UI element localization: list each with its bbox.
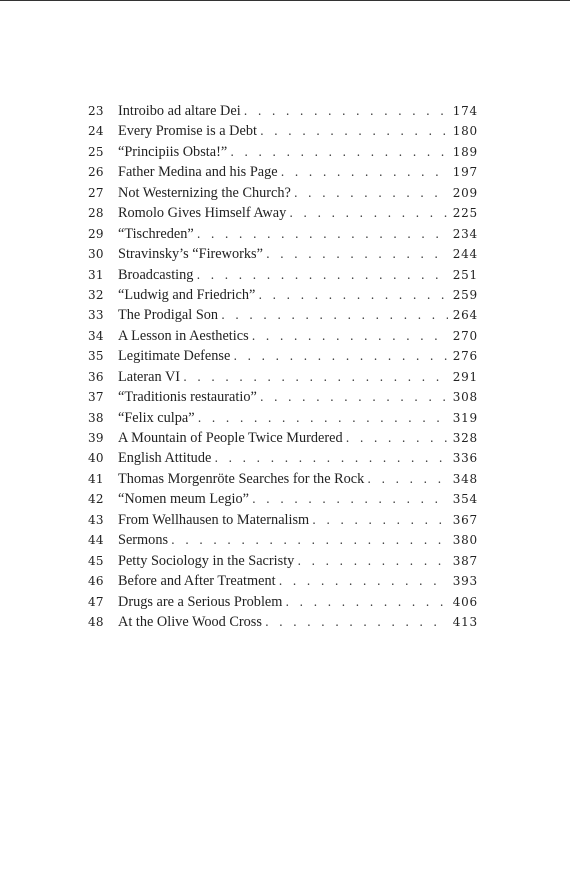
chapter-title: “Ludwig and Friedrich”: [118, 286, 256, 303]
dot-leader: [285, 592, 448, 612]
chapter-title: Before and After Treatment: [118, 573, 276, 590]
chapter-title: At the Olive Wood Cross: [118, 613, 262, 630]
chapter-number: 36: [88, 369, 104, 384]
page-number: 348: [452, 471, 478, 486]
page-number: 387: [452, 553, 478, 568]
toc-entry[interactable]: [88, 224, 478, 244]
chapter-number: 32: [88, 287, 104, 302]
toc-entry[interactable]: [88, 387, 478, 407]
dot-leader: [279, 571, 448, 591]
page-number: 251: [452, 267, 478, 282]
dot-leader: [198, 408, 448, 428]
chapter-number: 46: [88, 574, 104, 589]
toc-entry[interactable]: [88, 448, 478, 468]
chapter-number: 24: [88, 124, 104, 139]
page-number: 291: [452, 369, 478, 384]
chapter-number: 34: [88, 328, 104, 343]
toc-entry[interactable]: [88, 367, 478, 387]
toc-entry[interactable]: [88, 551, 478, 571]
dot-leader: [252, 326, 448, 346]
dot-leader: [281, 162, 448, 182]
chapter-number: 29: [88, 226, 104, 241]
toc-entry[interactable]: [88, 183, 478, 203]
page-number: 328: [452, 431, 478, 445]
chapter-number: 43: [88, 512, 104, 527]
chapter-number: 41: [88, 471, 104, 486]
toc-entry[interactable]: [88, 326, 478, 346]
dot-leader: [183, 367, 448, 387]
chapter-number: 30: [88, 247, 104, 262]
toc-entry[interactable]: [88, 244, 478, 264]
dot-leader: [252, 489, 448, 509]
toc-entry[interactable]: [88, 428, 478, 448]
chapter-number: 33: [88, 308, 104, 323]
chapter-title: Lateran VI: [118, 368, 181, 385]
chapter-title: Drugs are a Serious Problem: [118, 593, 283, 610]
dot-leader: [197, 224, 448, 244]
toc-entry[interactable]: [88, 203, 478, 223]
chapter-title: A Lesson in Aesthetics: [118, 327, 249, 344]
dot-leader: [196, 265, 448, 285]
chapter-title: Romolo Gives Himself Away: [118, 205, 287, 222]
dot-leader: [289, 203, 448, 223]
chapter-number: 25: [88, 144, 104, 159]
dot-leader: [233, 346, 448, 366]
page-number: 393: [452, 574, 478, 589]
page-number: 264: [452, 308, 478, 323]
chapter-title: Introibo ad altare Dei: [118, 103, 241, 119]
chapter-number: 26: [88, 165, 104, 180]
page-number: 197: [452, 165, 478, 180]
toc-entry[interactable]: [88, 285, 478, 305]
chapter-number: 47: [88, 594, 104, 609]
top-rule: [0, 0, 570, 1]
chapter-title: A Mountain of People Twice Murdered: [118, 430, 343, 446]
page-number: 189: [452, 144, 478, 159]
page-number: 259: [452, 287, 478, 302]
toc-entry[interactable]: [88, 142, 478, 162]
dot-leader: [260, 121, 448, 141]
dot-leader: [294, 183, 448, 203]
chapter-number: 40: [88, 451, 104, 466]
chapter-title: Father Medina and his Page: [118, 164, 278, 181]
chapter-title: Broadcasting: [118, 266, 194, 283]
toc-entry[interactable]: [88, 305, 478, 325]
page-number: 276: [452, 349, 478, 364]
toc-entry[interactable]: [88, 346, 478, 366]
chapter-title: “Nomen meum Legio”: [118, 491, 250, 508]
dot-leader: [297, 551, 448, 571]
dot-leader: [230, 142, 448, 162]
toc-entry[interactable]: [88, 162, 478, 182]
toc-entry[interactable]: [88, 408, 478, 428]
toc-entry[interactable]: [88, 101, 478, 121]
dot-leader: [265, 612, 448, 632]
page-number: 174: [452, 104, 478, 118]
toc-entry[interactable]: [88, 612, 478, 632]
chapter-title: The Prodigal Son: [118, 307, 219, 324]
chapter-title: Petty Sociology in the Sacristy: [118, 552, 295, 569]
chapter-title: Stravinsky’s “Fireworks”: [118, 246, 263, 263]
page-number: 336: [452, 451, 478, 466]
chapter-title: Thomas Morgenröte Searches for the Rock: [118, 470, 365, 487]
toc-entry[interactable]: [88, 265, 478, 285]
page-number: 413: [452, 614, 478, 629]
chapter-title: Not Westernizing the Church?: [118, 184, 291, 201]
chapter-title: “Traditionis restauratio”: [118, 389, 257, 406]
toc-entry[interactable]: [88, 469, 478, 489]
chapter-title: Every Promise is a Debt: [118, 123, 257, 140]
dot-leader: [312, 510, 448, 530]
chapter-title: Sermons: [118, 532, 169, 549]
dot-leader: [214, 448, 448, 468]
toc-entry[interactable]: [88, 592, 478, 612]
chapter-number: 44: [88, 533, 104, 548]
page-number: 308: [452, 390, 478, 405]
page-number: 234: [452, 226, 478, 241]
chapter-number: 45: [88, 553, 104, 568]
page-number: 319: [452, 410, 478, 425]
dot-leader: [367, 469, 448, 489]
toc-entry[interactable]: [88, 510, 478, 530]
dot-leader: [346, 428, 448, 448]
page-number: 209: [452, 185, 478, 200]
page-number: 406: [452, 594, 478, 609]
toc-entry[interactable]: [88, 489, 478, 509]
toc-entry[interactable]: [88, 121, 478, 141]
chapter-number: 42: [88, 492, 104, 507]
chapter-title: “Tischreden”: [118, 225, 194, 242]
chapter-number: 23: [88, 104, 104, 118]
page-number: 354: [452, 492, 478, 507]
dot-leader: [221, 305, 448, 325]
chapter-title: From Wellhausen to Maternalism: [118, 511, 310, 528]
chapter-number: 27: [88, 185, 104, 200]
chapter-number: 35: [88, 349, 104, 364]
dot-leader: [258, 285, 448, 305]
page-number: 180: [452, 124, 478, 139]
dot-leader: [171, 530, 448, 550]
chapter-title: English Attitude: [118, 450, 212, 467]
page-number: 244: [452, 247, 478, 262]
chapter-title: Legitimate Defense: [118, 348, 231, 365]
chapter-number: 31: [88, 267, 104, 282]
chapter-number: 38: [88, 410, 104, 425]
chapter-number: 39: [88, 431, 104, 445]
page-number: 380: [452, 533, 478, 548]
page-number: 367: [452, 512, 478, 527]
chapter-title: “Felix culpa”: [118, 409, 195, 426]
toc-entry[interactable]: [88, 530, 478, 550]
toc-entry[interactable]: [88, 571, 478, 591]
chapter-number: 37: [88, 390, 104, 405]
chapter-number: 28: [88, 206, 104, 221]
dot-leader: [266, 244, 448, 264]
chapter-number: 48: [88, 614, 104, 629]
dot-leader: [260, 387, 448, 407]
page-number: 225: [452, 206, 478, 221]
dot-leader: [244, 101, 448, 121]
chapter-title: “Principiis Obsta!”: [118, 143, 228, 160]
table-of-contents: [88, 101, 478, 632]
page-number: 270: [452, 328, 478, 343]
